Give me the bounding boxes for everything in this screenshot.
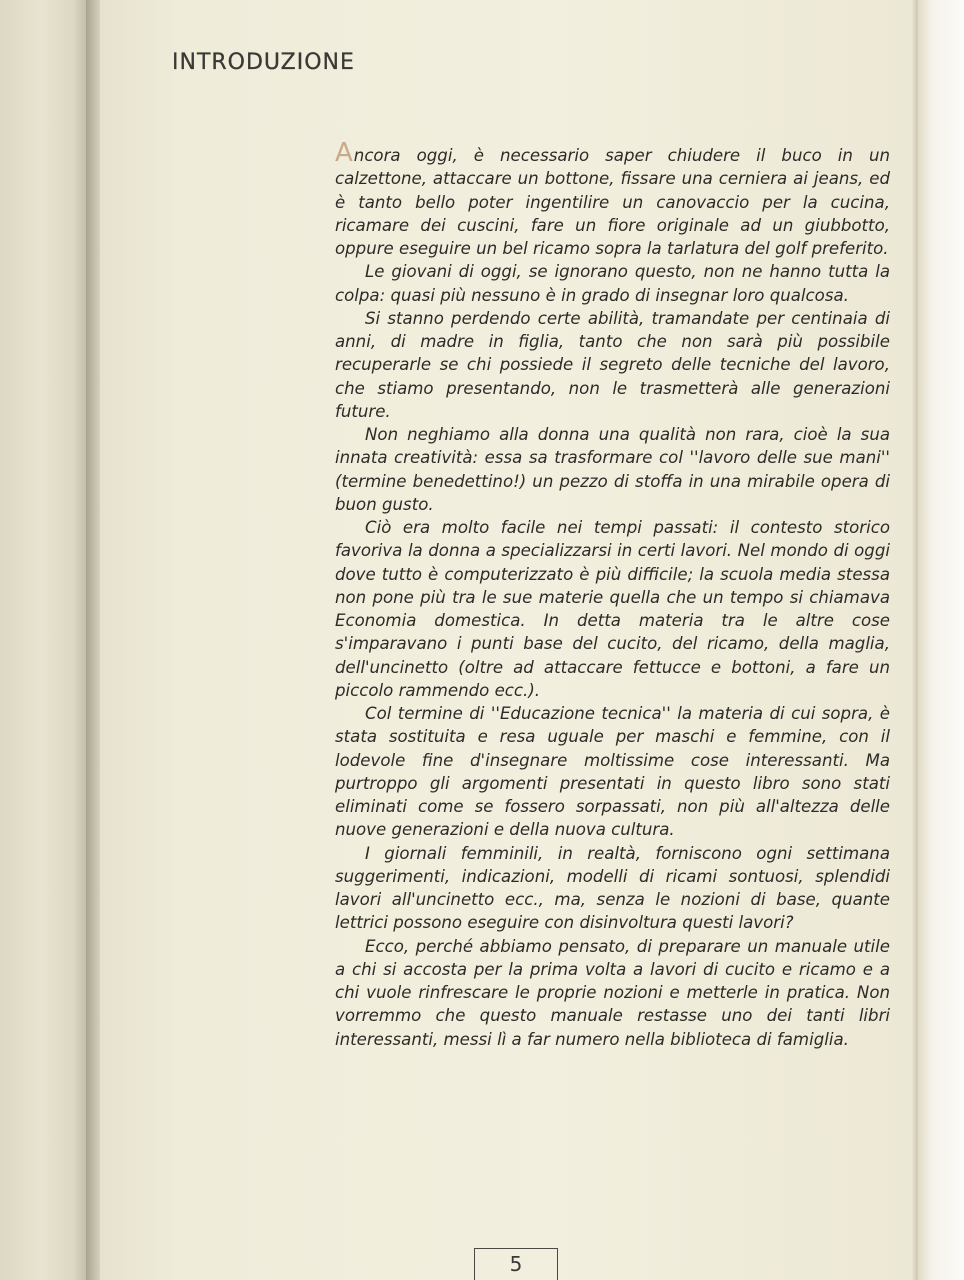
left-page — [0, 0, 92, 1280]
paragraph-text: ncora oggi, è necessario saper chiudere il buco in un calzettone, attaccare un bottone, fissare una cerniera ai jeans, ed è tanto bello poter ingentilire un canovaccio per la cucina, ricamare dei cuscini, fare un fiore originale ad un giubbotto, oppure eseguire un bel ricamo sopra la tarlatura del golf preferito. — [335, 146, 890, 258]
drop-cap: A — [335, 138, 353, 168]
paragraph: Si stanno perdendo certe abilità, tramandate per centinaia di anni, di madre in figlia, tanto che non sarà più possibile recuperarle se chi possiede il segreto delle tecniche del lavoro, che stiamo presentando, non le trasmetterà alle generazioni future. — [335, 308, 890, 421]
page-edge — [918, 0, 964, 1280]
body-text — [335, 138, 890, 1051]
paragraph: I giornali femminili, in realtà, forniscono ogni settimana suggerimenti, indicazioni, modelli di ricami sontuosi, splendidi lavori all'uncinetto ecc., ma, senza le nozioni di base, quante lettrici possono eseguire con disinvoltura questi lavori? — [335, 843, 890, 933]
paragraph: Ciò era molto facile nei tempi passati: il contesto storico favoriva la donna a specializzarsi in certi lavori. Nel mondo di oggi dove tutto è computerizzato è più difficile; la scuola media stessa non pone più tra le sue materie quella che un tempo si chiamava Economia domestica. In detta materia tra le altre cose s'imparavano i punti base del cucito, del ricamo, della maglia, dell'uncinetto (oltre ad attaccare fettucce e bottoni, a fare un piccolo rammendo ecc.). — [335, 518, 890, 700]
paragraph: Col termine di ''Educazione tecnica'' la materia di cui sopra, è stata sostituita e resa uguale per maschi e femmine, con il lodevole fine d'insegnare moltissime cose interessanti. Ma purtroppo gli argomenti presentati in questo libro sono stati eliminati come se fossero sorpassati, non più all'altezza delle nuove generazioni e della nuova cultura. — [335, 704, 890, 840]
paragraph: Le giovani di oggi, se ignorano questo, non ne hanno tutta la colpa: quasi più nessuno è in grado di insegnar loro qualcosa. — [335, 262, 890, 305]
paragraph — [335, 138, 890, 260]
paragraph: Ecco, perché abbiamo pensato, di preparare un manuale utile a chi si accosta per la prima volta a lavori di cucito e ricamo e a chi vuole rinfrescare le proprie nozioni e metterle in pratica. Non vorremmo che questo manuale restasse uno dei tanti libri interessanti, messi lì a far numero nella biblioteca di famiglia. — [335, 936, 890, 1049]
paragraph: Non neghiamo alla donna una qualità non rara, cioè la sua innata creatività: essa sa trasformare col ''lavoro delle sue mani'' (termine benedettino!) un pezzo di stoffa in una mirabile opera di buon gusto. — [335, 425, 890, 514]
chapter-title: INTRODUZIONE — [172, 50, 355, 75]
page-number: 5 — [474, 1248, 558, 1280]
